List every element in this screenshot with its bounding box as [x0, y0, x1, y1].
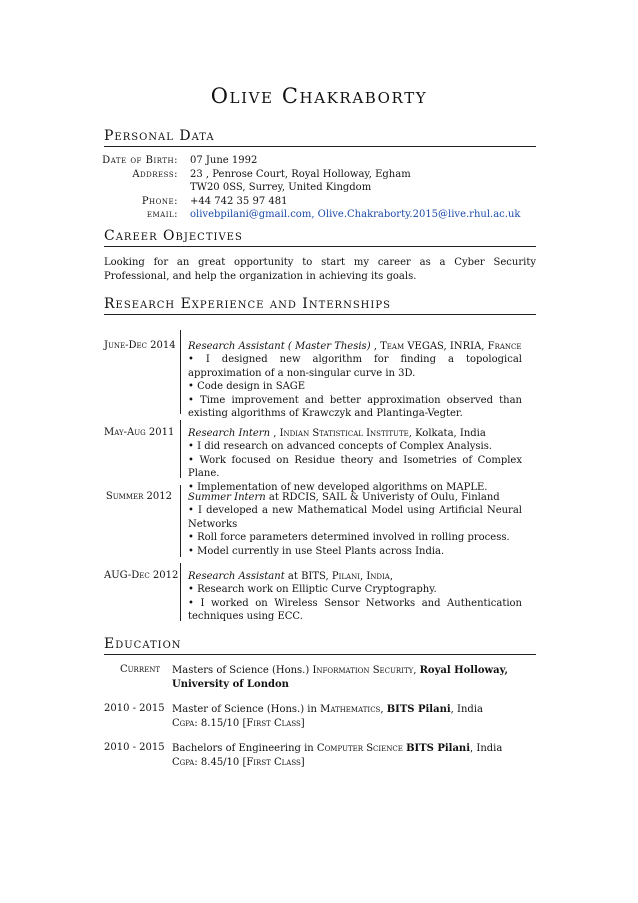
- education-entry: [172, 664, 532, 692]
- research-org: Indian Statistical Institute: [279, 428, 409, 439]
- career-text: Looking for an great opportunity to start my career as a Cyber Security Professional, and help the organization in achieving its goals.: [104, 257, 536, 282]
- field-separator: ,: [413, 665, 420, 676]
- research-bullet: • Research work on Elliptic Curve Cryptography.: [188, 584, 437, 596]
- research-org-separator: at: [284, 571, 302, 582]
- gpa: Cgpa: 8.15/10 [First Class]: [172, 718, 305, 729]
- address-label: Address:: [132, 168, 178, 180]
- email-link-gmail[interactable]: olivebpilani@gmail.com: [190, 209, 312, 220]
- dob-label: Date of Birth:: [102, 155, 178, 166]
- research-org-tail: , Kolkata, India: [408, 428, 486, 439]
- research-bullet: • I did research on advanced concepts of Complex Analysis.: [188, 441, 493, 453]
- research-bullet: • I worked on Wireless Sensor Networks and Authentication techniques using ECC.: [188, 597, 522, 623]
- institution-tail: , India: [470, 743, 503, 754]
- research-date: Summer 2012: [105, 491, 172, 502]
- research-divider: [180, 420, 181, 478]
- personal-values: [190, 154, 530, 224]
- research-org-separator: ,: [370, 341, 381, 352]
- research-entry: [188, 570, 522, 624]
- research-date: June-Dec 2014: [104, 340, 176, 351]
- research-role: Research Assistant: [188, 571, 285, 582]
- institution: BITS Pilani: [386, 704, 451, 715]
- research-org: Team VEGAS, INRIA, France: [380, 341, 522, 352]
- research-bullet: • Code design in SAGE: [188, 381, 306, 393]
- education-entry: [172, 742, 532, 770]
- institution: Royal Holloway, University of London: [172, 665, 508, 690]
- field: Mathematics: [320, 704, 381, 715]
- degree: Master of Science (Hons.) in: [172, 704, 321, 715]
- research-title: Research Experience and Internships: [104, 296, 536, 315]
- email-label: email:: [146, 209, 178, 220]
- research-date: May-Aug 2011: [104, 427, 175, 438]
- phone-value: +44 742 35 97 481: [190, 195, 288, 207]
- career-section: [104, 228, 536, 247]
- research-org: BITS, Pilani, India,: [301, 571, 394, 582]
- research-section: [104, 296, 536, 315]
- research-bullet: • Work focused on Residue theory and Isometries of Complex Plane.: [188, 454, 522, 480]
- field: Information Security: [312, 665, 414, 676]
- education-title: Education: [104, 636, 536, 655]
- institution: BITS Pilani: [406, 743, 471, 754]
- education-entry: [172, 703, 532, 731]
- field-separator: ,: [380, 704, 387, 715]
- career-title: Career Objectives: [104, 228, 536, 247]
- research-bullet: • Implementation of new developed algorithms on MAPLE.: [188, 481, 488, 493]
- dob-value: 07 June 1992: [190, 155, 258, 166]
- research-bullet: • I designed new algorithm for finding a topological approximation of a non-singular curve in 3D.: [188, 354, 522, 379]
- research-date: AUG-Dec 2012: [104, 570, 179, 581]
- research-entry: [188, 491, 522, 558]
- research-bullet: • I developed a new Mathematical Model using Artificial Neural Networks: [188, 505, 522, 530]
- research-divider: [180, 485, 181, 557]
- email-separator: ,: [311, 209, 318, 220]
- degree: Masters of Science (Hons.): [172, 665, 313, 676]
- email-link-rhul[interactable]: Olive.Chakraborty.2015@live.rhul.ac.uk: [317, 209, 521, 220]
- education-section: [104, 636, 536, 655]
- personal-labels: [80, 154, 178, 224]
- personal-data-section: [104, 128, 536, 147]
- education-date: 2010 - 2015: [104, 703, 165, 714]
- address-line-2: TW20 0SS, Surrey, United Kingdom: [190, 182, 372, 193]
- education-date: Current: [120, 664, 160, 675]
- research-org-separator: at: [265, 492, 283, 503]
- email-value: [190, 208, 520, 222]
- personal-data-title: Personal Data: [104, 128, 536, 147]
- candidate-name: Olive Chakraborty: [210, 84, 428, 108]
- research-org-separator: ,: [270, 428, 280, 439]
- research-bullet: • Roll force parameters determined involved in rolling process.: [188, 532, 510, 544]
- research-entry: [188, 427, 522, 494]
- research-entry: [188, 340, 522, 420]
- field: Computer Science: [316, 743, 403, 754]
- degree: Bachelors of Engineering in: [172, 743, 317, 754]
- research-org: RDCIS, SAIL & Univeristy of Oulu, Finland: [282, 492, 500, 503]
- research-divider: [180, 563, 181, 621]
- address-line-1: 23 , Penrose Court, Royal Holloway, Egham: [190, 168, 411, 180]
- research-role: Research Intern: [188, 428, 271, 439]
- research-role: Research Assistant ( Master Thesis): [188, 341, 371, 352]
- gpa: Cgpa: 8.45/10 [First Class]: [172, 757, 305, 768]
- research-role: Summer Intern: [188, 492, 266, 503]
- education-date: 2010 - 2015: [104, 742, 165, 753]
- research-bullet: • Model currently in use Steel Plants across India.: [188, 545, 445, 557]
- institution-tail: , India: [450, 704, 483, 715]
- research-bullet: • Time improvement and better approximation observed than existing algorithms of Krawczyk and Plantinga-Vegter.: [188, 394, 522, 420]
- research-divider: [180, 330, 181, 414]
- phone-label: Phone:: [141, 195, 178, 207]
